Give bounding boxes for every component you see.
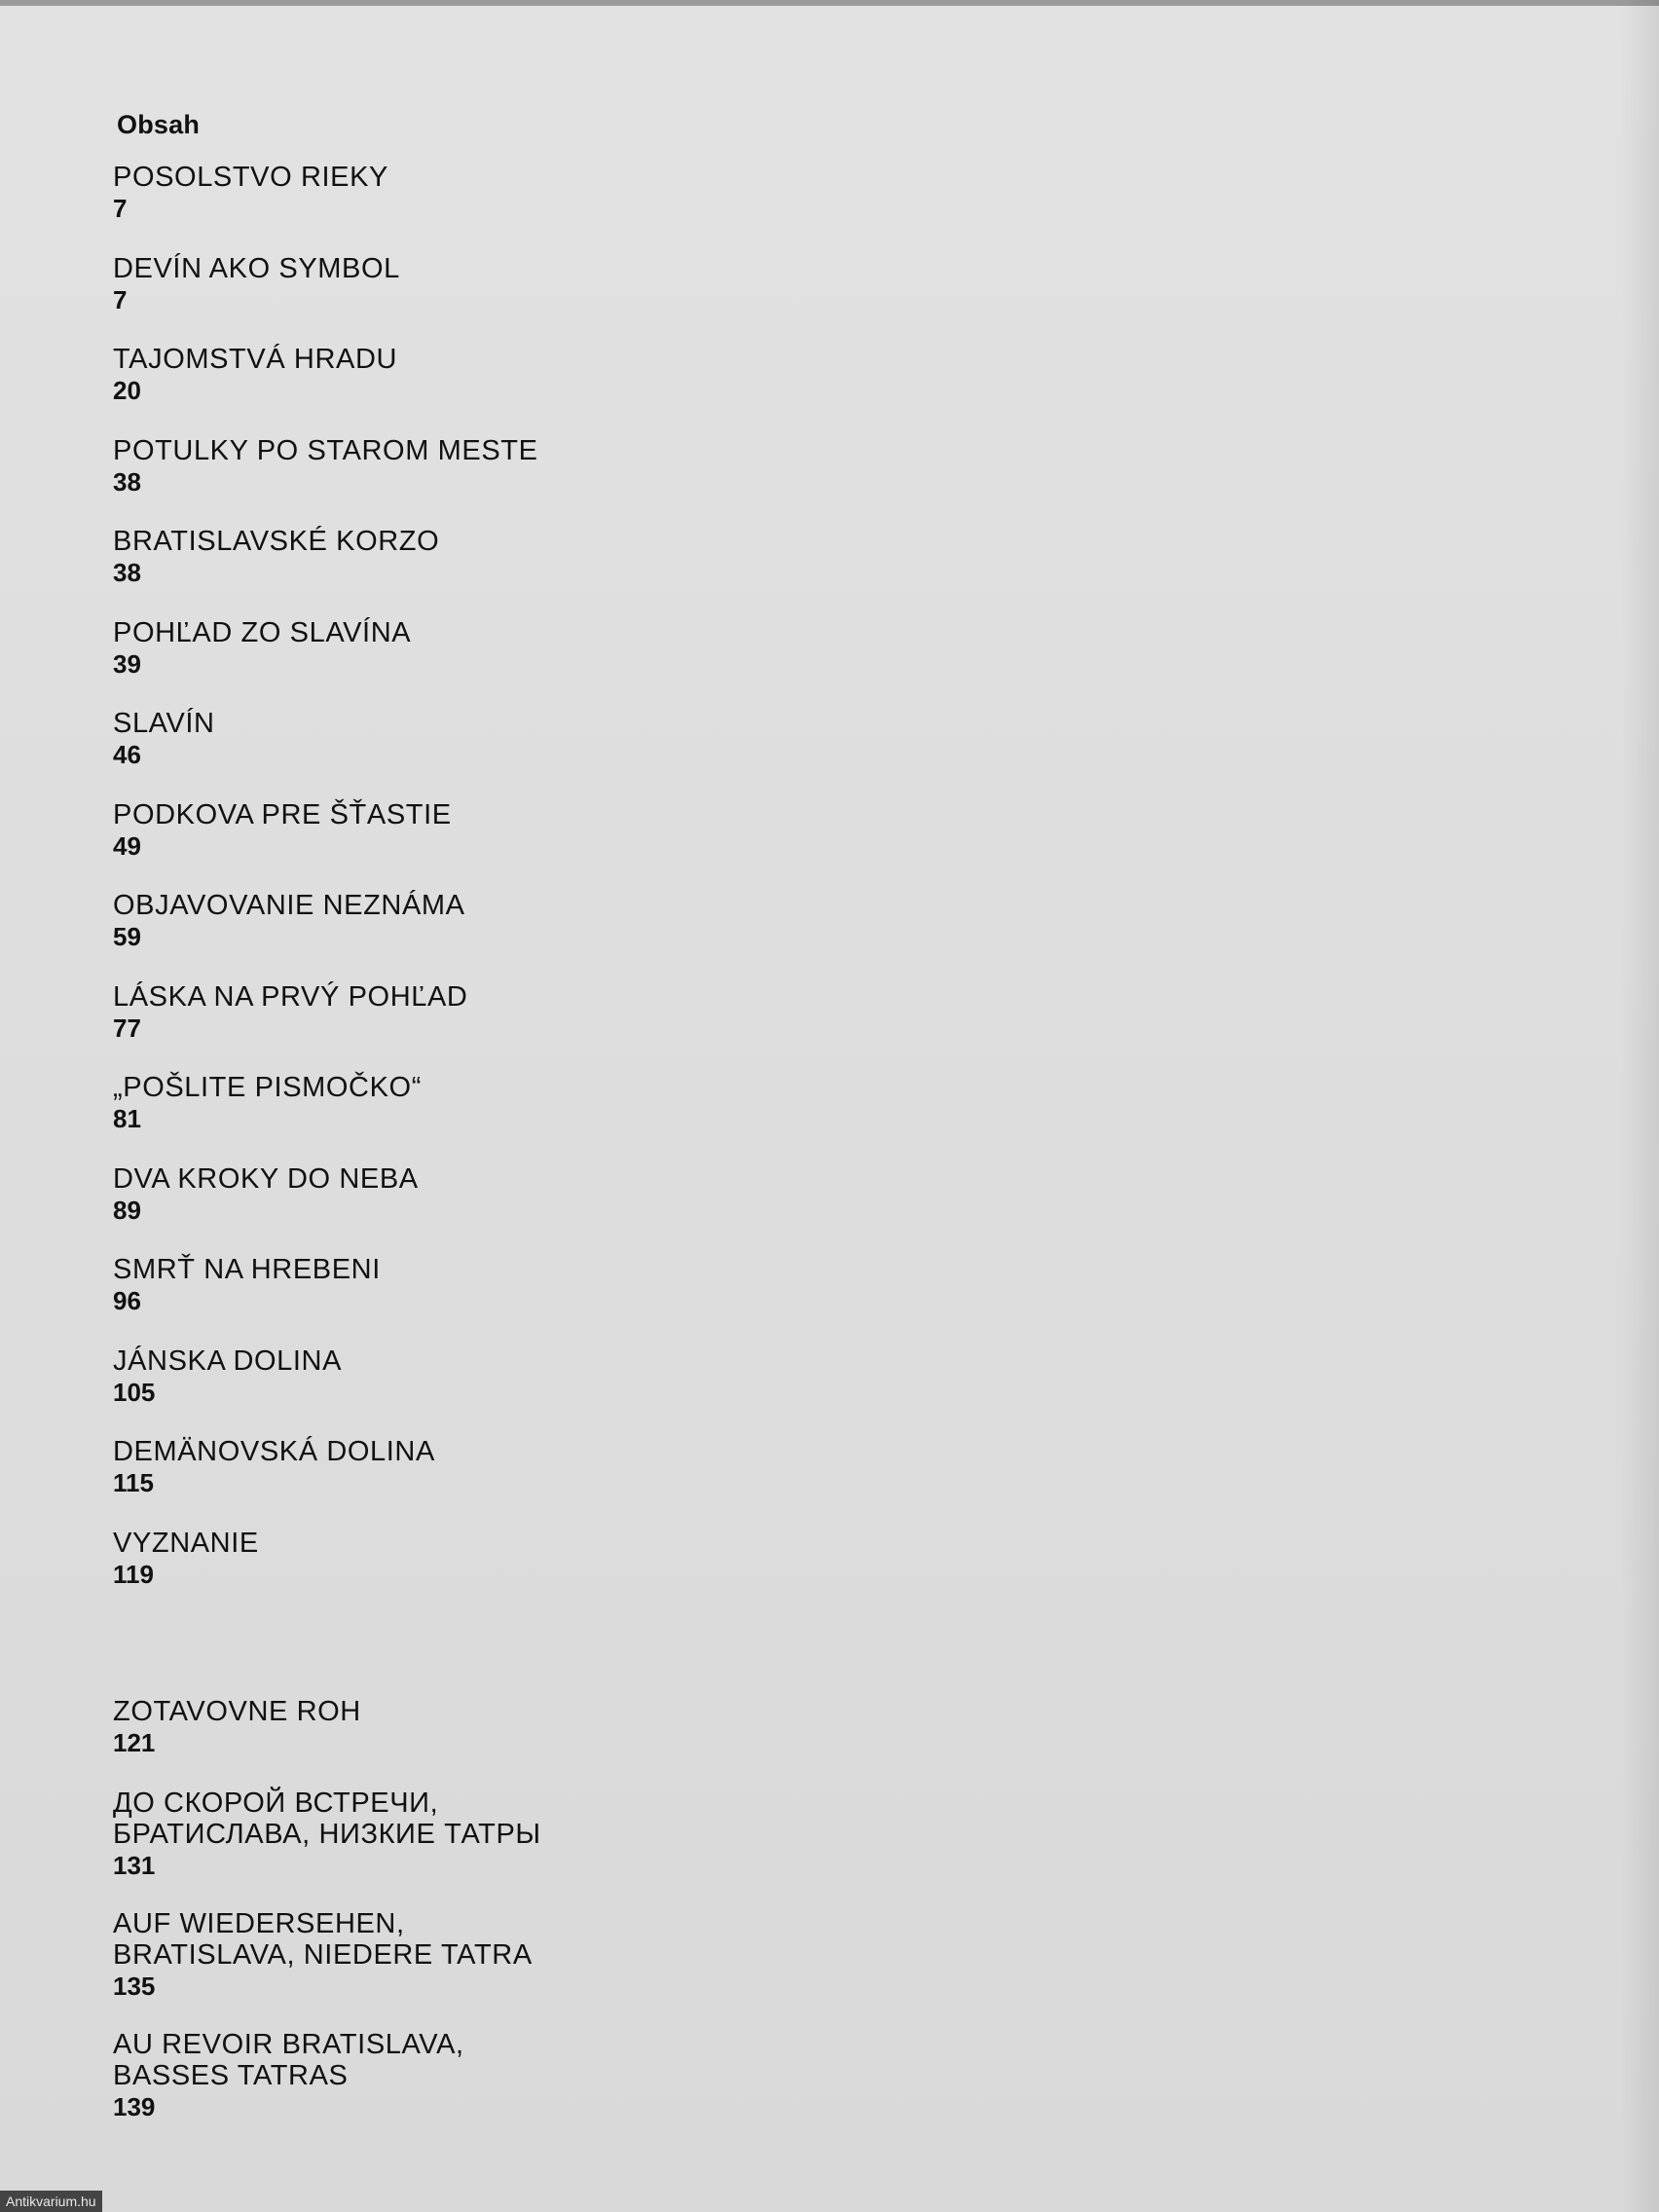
toc-entry-page: 131 xyxy=(113,1850,156,1880)
toc-entry xyxy=(113,1163,794,1255)
toc-entry xyxy=(113,799,794,891)
toc-entry xyxy=(113,526,794,617)
toc-entry-title: DEMÄNOVSKÁ DOLINA xyxy=(113,1436,435,1467)
toc-entry-page: 121 xyxy=(113,1728,156,1757)
toc-entry-page: 115 xyxy=(113,1468,154,1497)
toc-entry-page: 105 xyxy=(113,1377,156,1407)
toc-entry-title: AU REVOIR BRATISLAVA, BASSES TATRAS xyxy=(113,2028,464,2091)
toc-entry-title: ДО СКОРОЙ ВСТРЕЧИ, БРАТИСЛАВА, НИЗКИЕ ТАТРЫ xyxy=(113,1787,541,1850)
toc-entry-page: 7 xyxy=(113,284,128,314)
toc-entry xyxy=(113,1528,794,1619)
toc-entry-title: SLAVÍN xyxy=(113,708,215,739)
toc-entry-title: BRATISLAVSKÉ KORZO xyxy=(113,526,440,557)
toc-entry-title: DVA KROKY DO NEBA xyxy=(113,1162,419,1195)
toc-entry-page: 39 xyxy=(113,648,141,679)
toc-entry xyxy=(113,344,794,435)
toc-entry xyxy=(113,1696,794,1788)
toc-entry-page: 89 xyxy=(113,1195,141,1225)
toc-entry-title: POSOLSTVO RIEKY xyxy=(113,162,388,193)
watermark: Antikvarium.hu xyxy=(0,2191,102,2212)
toc-entry-title: VYZNANIE xyxy=(113,1527,259,1559)
toc-entry-page: 7 xyxy=(113,194,128,223)
toc-entry xyxy=(113,617,794,709)
toc-entry-title: „POŠLITE PISMOČKO“ xyxy=(113,1072,422,1103)
toc-entry-page: 46 xyxy=(113,740,141,769)
toc-entry-title: LÁSKA NA PRVÝ POHĽAD xyxy=(113,980,468,1013)
toc-entry xyxy=(113,1346,794,1437)
toc-entry-title: OBJAVOVANIE NEZNÁMA xyxy=(113,890,465,921)
toc-entry-title: ZOTAVOVNE ROH xyxy=(113,1696,361,1727)
toc-entry-title: POHĽAD ZO SLAVÍNA xyxy=(113,616,412,648)
toc-entry xyxy=(113,708,794,799)
toc-entry xyxy=(113,2029,794,2150)
toc-entry xyxy=(113,1436,794,1528)
toc-entry-page: 135 xyxy=(113,1971,156,2001)
page-top-edge xyxy=(0,0,1659,6)
toc-entry-page: 96 xyxy=(113,1286,141,1315)
toc-entry-page: 38 xyxy=(113,466,141,497)
toc-entry xyxy=(113,1254,794,1346)
toc-entry-title: AUF WIEDERSEHEN, BRATISLAVA, NIEDERE TATRA xyxy=(113,1907,533,1971)
toc-heading: Obsah xyxy=(117,110,201,139)
toc-entry xyxy=(113,890,794,981)
toc-entry-page: 59 xyxy=(113,922,141,951)
toc-entry-title: JÁNSKA DOLINA xyxy=(113,1345,343,1377)
page-shadow xyxy=(1620,0,1659,2212)
toc-entry xyxy=(113,981,794,1073)
toc-entry-page: 77 xyxy=(113,1013,141,1043)
toc-entry xyxy=(113,162,794,253)
toc-entry-page: 38 xyxy=(113,558,141,587)
toc-entry-page: 20 xyxy=(113,376,141,405)
toc-entry-title: DEVÍN AKO SYMBOL xyxy=(113,252,400,284)
toc-entry-page: 119 xyxy=(113,1559,154,1589)
toc-entry-page: 81 xyxy=(113,1104,141,1133)
toc-entry xyxy=(113,253,794,345)
toc-entry-page: 49 xyxy=(113,830,141,861)
toc-entry xyxy=(113,1908,794,2029)
toc-entry-title: POTULKY PO STAROM MESTE xyxy=(113,434,538,466)
toc-entry xyxy=(113,1072,794,1163)
toc-entry-title: PODKOVA PRE ŠŤASTIE xyxy=(113,798,452,830)
toc-entry-page: 139 xyxy=(113,2091,156,2121)
toc-entry xyxy=(113,435,794,527)
toc-entry-title: SMRŤ NA HREBENI xyxy=(113,1254,381,1285)
toc-entry-title: TAJOMSTVÁ HRADU xyxy=(113,344,398,375)
toc-entry xyxy=(113,1788,794,1908)
table-of-contents xyxy=(113,109,794,2150)
